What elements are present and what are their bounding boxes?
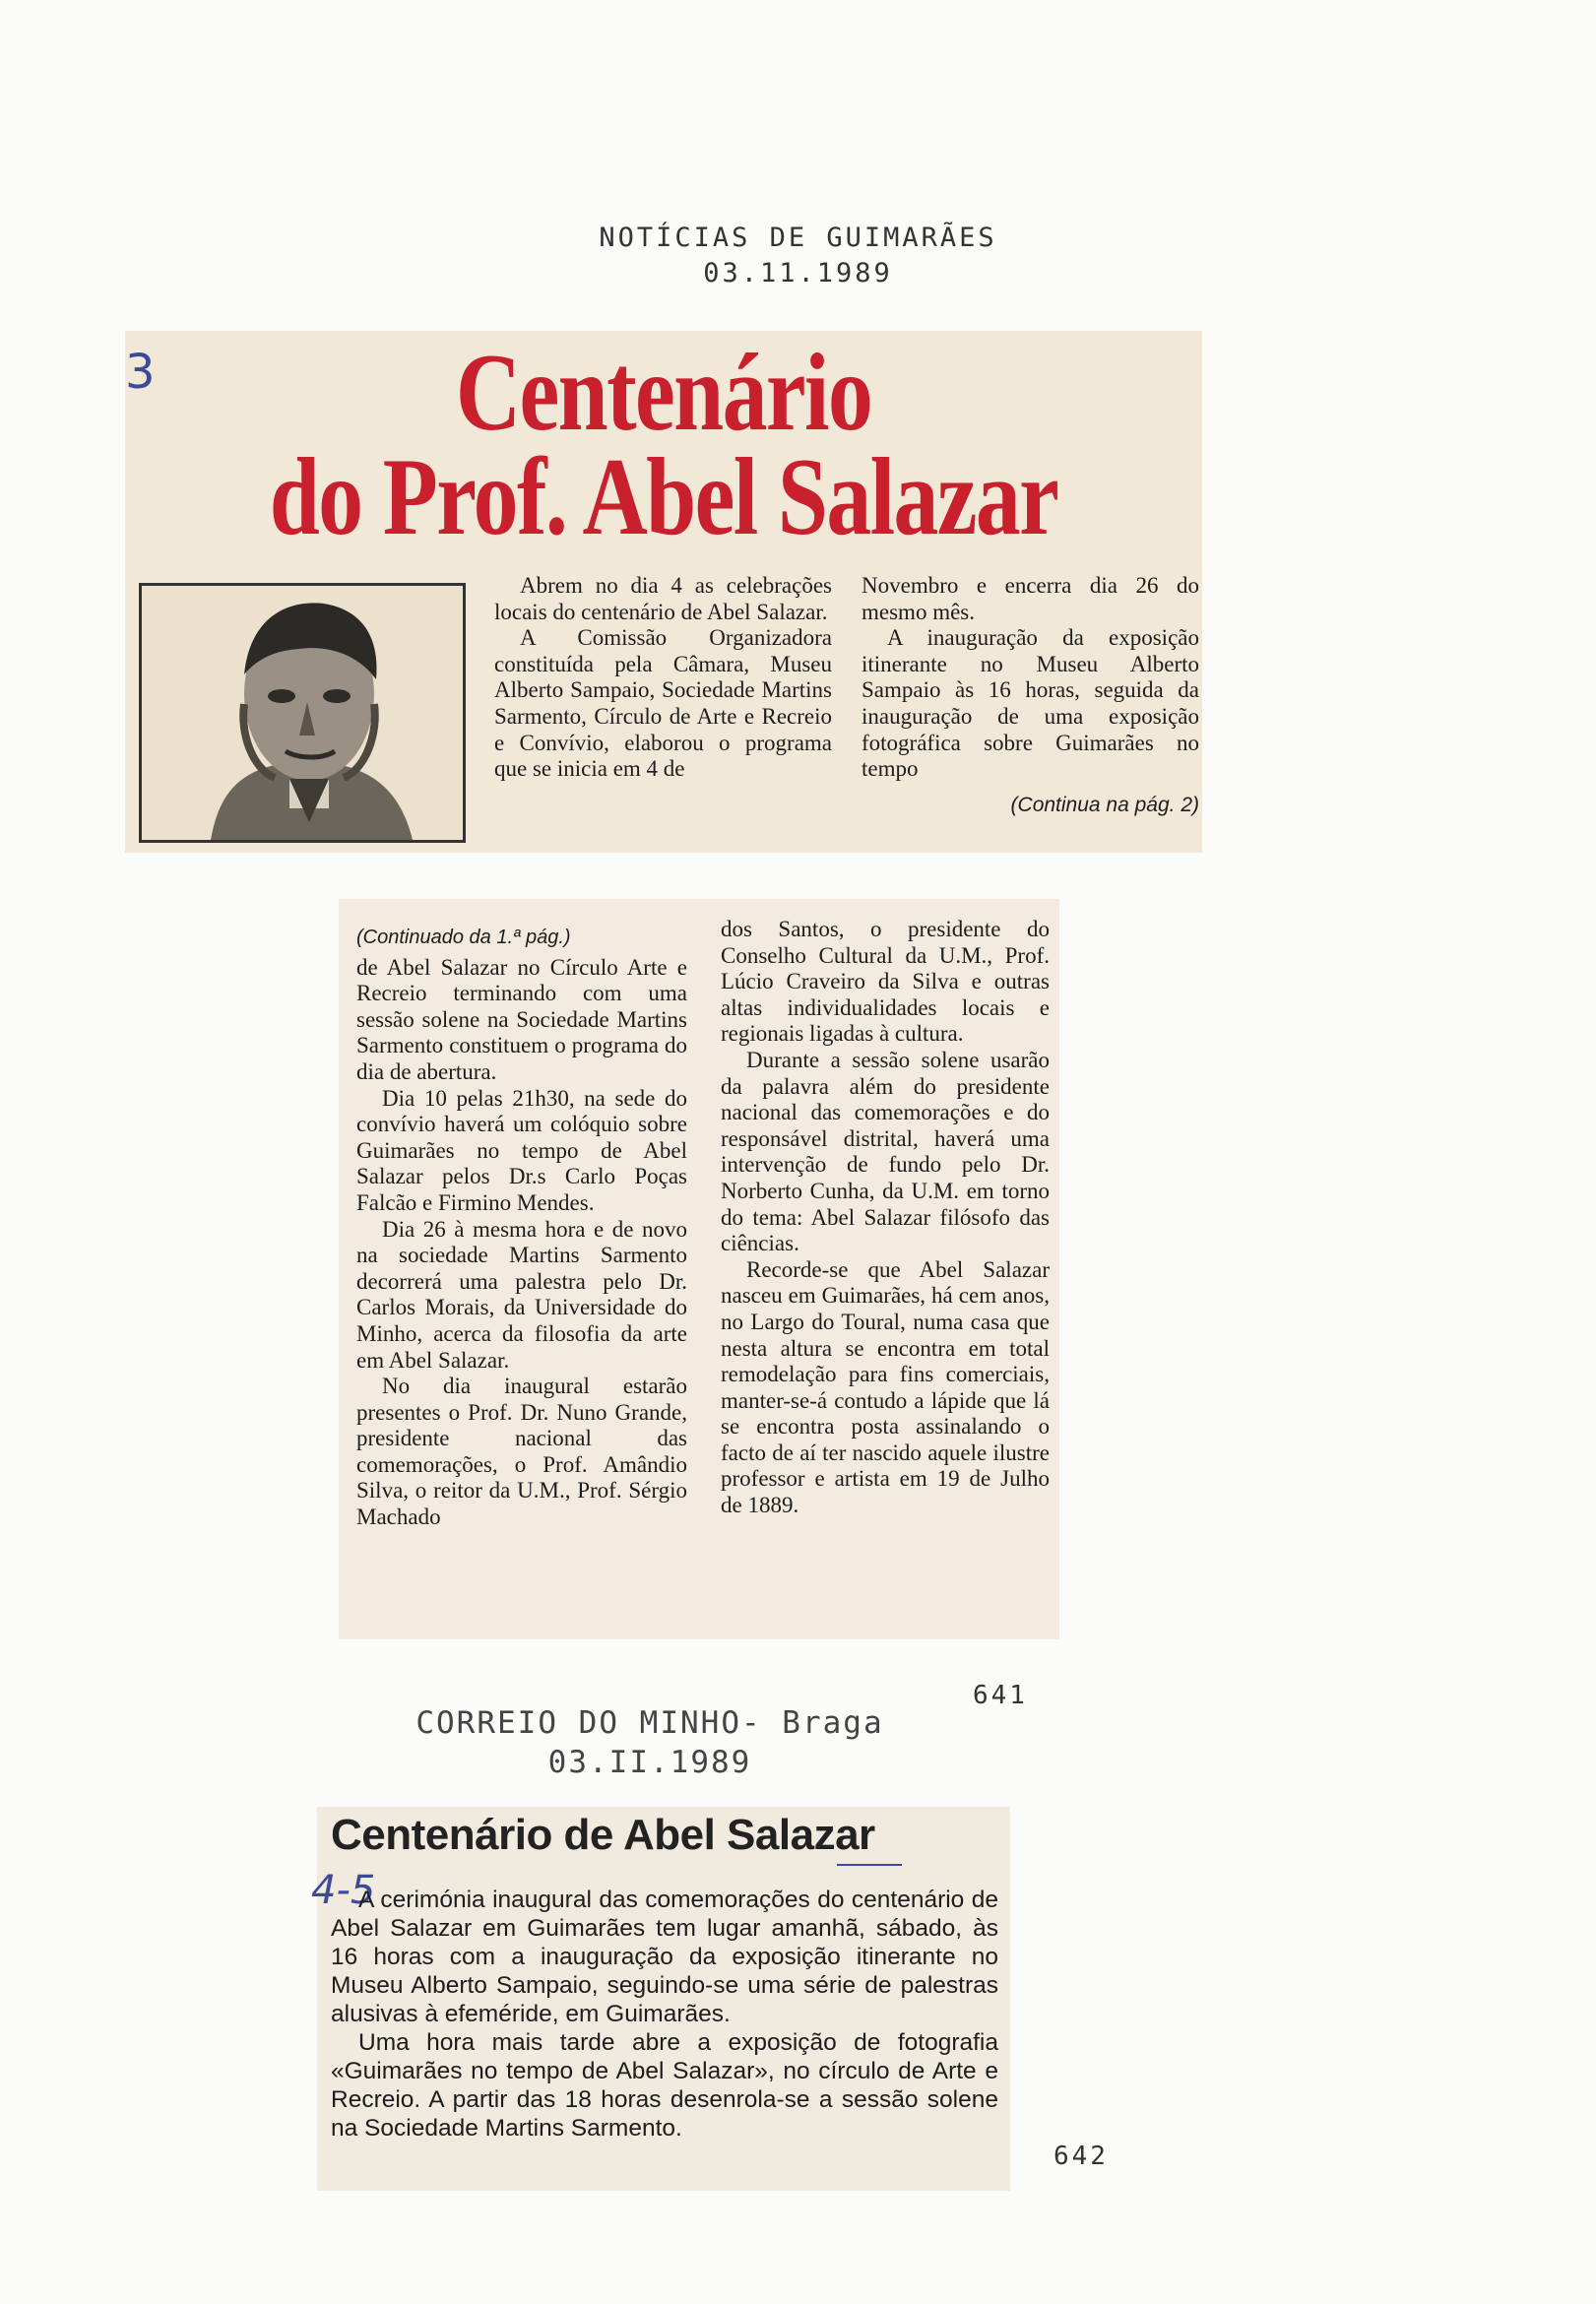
handwritten-mark-4-5: 4-5	[311, 1868, 376, 1913]
article-paragraph: Dia 10 pelas 21h30, na sede do convívio haverá um colóquio sobre Guimarães no tempo de Abel Salazar pelos Dr.s Carlo Poças Falcão e Firmino Mendes.	[356, 1085, 687, 1215]
article-paragraph: A cerimónia inaugural das comemorações do centenário de Abel Salazar em Guimarães tem lugar amanhã, sábado, às 16 horas com a inauguração da exposição itinerante no Museu Alberto Sampaio, seguindo-se uma série de palestras alusivas à efeméride, em Guimarães.	[331, 1887, 998, 2027]
newspaper-clipping-2	[339, 899, 1059, 1639]
article-paragraph: Uma hora mais tarde abre a exposição de fotografia «Guimarães no tempo de Abel Salazar», no círculo de Arte e Recreio. A partir das 18 horas desenrola-se a sessão solene na Sociedade Martins Sarmento.	[331, 2029, 998, 2142]
clipping-source-header-1	[0, 221, 1596, 291]
page-number-642: 642	[1053, 2142, 1109, 2171]
article-paragraph: A inauguração da exposição itinerante no Museu Alberto Sampaio às 16 horas, seguida da inauguração de uma exposição fotográfica sobre Guimarães no tempo	[862, 625, 1199, 782]
publication-date: 03.11.1989	[703, 258, 893, 288]
article-column-2	[862, 573, 1199, 818]
continued-from-note: (Continuado da 1.ª pág.)	[356, 927, 571, 948]
publication-date: 03.II.1989	[547, 1745, 752, 1780]
article-body	[331, 1886, 998, 2143]
article-title: Centenário de Abel Salazar	[331, 1811, 875, 1859]
article-paragraph: Durante a sessão solene usarão da palavra além do presidente nacional das comemorações e do responsável distrital, haverá uma intervenção de fundo pelo Dr. Norberto Cunha, da U.M. em torno do tema: Abel Salazar filósofo das ciências.	[721, 1047, 1050, 1256]
portrait-photo-icon	[139, 583, 466, 843]
article-column-2	[721, 917, 1050, 1519]
handwritten-mark-3: 3	[125, 345, 156, 400]
article-paragraph: dos Santos, o presidente do Conselho Cultural da U.M., Prof. Lúcio Craveiro da Silva e outras altas individualidades locais e regionais ligadas à cultura.	[721, 917, 1050, 1047]
article-paragraph: Abrem no dia 4 as celebrações locais do centenário de Abel Salazar.	[494, 573, 832, 624]
portrait-photo-svg	[142, 586, 463, 840]
headline	[125, 331, 1202, 558]
article-column-1	[494, 573, 832, 783]
publication-name: CORREIO DO MINHO- Braga	[415, 1705, 884, 1741]
headline-line-2: do Prof. Abel Salazar	[269, 436, 1058, 558]
article-paragraph: Novembro e encerra dia 26 do mesmo mês.	[862, 573, 1199, 624]
headline-line-1: Centenário	[455, 332, 872, 454]
publication-name: NOTÍCIAS DE GUIMARÃES	[599, 223, 997, 253]
underline-mark	[837, 1864, 902, 1866]
continued-note: (Continua na pág. 2)	[1010, 793, 1199, 816]
newspaper-clipping-3	[311, 1807, 1010, 2191]
page-number-641: 641	[973, 1681, 1028, 1710]
article-paragraph: de Abel Salazar no Círculo Arte e Recreio terminando com uma sessão solene na Sociedade Martins Sarmento constituem o programa do dia de abertura.	[356, 954, 687, 1084]
clipping-source-header-2	[374, 1703, 926, 1782]
article-column-1	[356, 925, 687, 1531]
article-paragraph: Recorde-se que Abel Salazar nasceu em Guimarães, há cem anos, no Largo do Toural, numa casa que nesta altura se encontra em total remodelação para fins comerciais, manter-se-á contudo a lápide que lá se encontra posta assinalando o facto de aí ter nascido aquele ilustre professor e artista em 19 de Julho de 1889.	[721, 1256, 1050, 1518]
article-paragraph: Dia 26 à mesma hora e de novo na sociedade Martins Sarmento decorrerá uma palestra pelo Dr. Carlos Morais, da Universidade do Minho, acerca da filosofia da arte em Abel Salazar.	[356, 1216, 687, 1373]
newspaper-clipping-1	[125, 331, 1202, 853]
article-paragraph: No dia inaugural estarão presentes o Prof. Dr. Nuno Grande, presidente nacional das comemorações, o Prof. Amândio Silva, o reitor da U.M., Prof. Sérgio Machado	[356, 1374, 687, 1530]
article-paragraph: A Comissão Organizadora constituída pela Câmara, Museu Alberto Sampaio, Sociedade Martins Sarmento, Círculo de Arte e Recreio e Convívio, elaborou o programa que se inicia em 4 de	[494, 625, 832, 782]
